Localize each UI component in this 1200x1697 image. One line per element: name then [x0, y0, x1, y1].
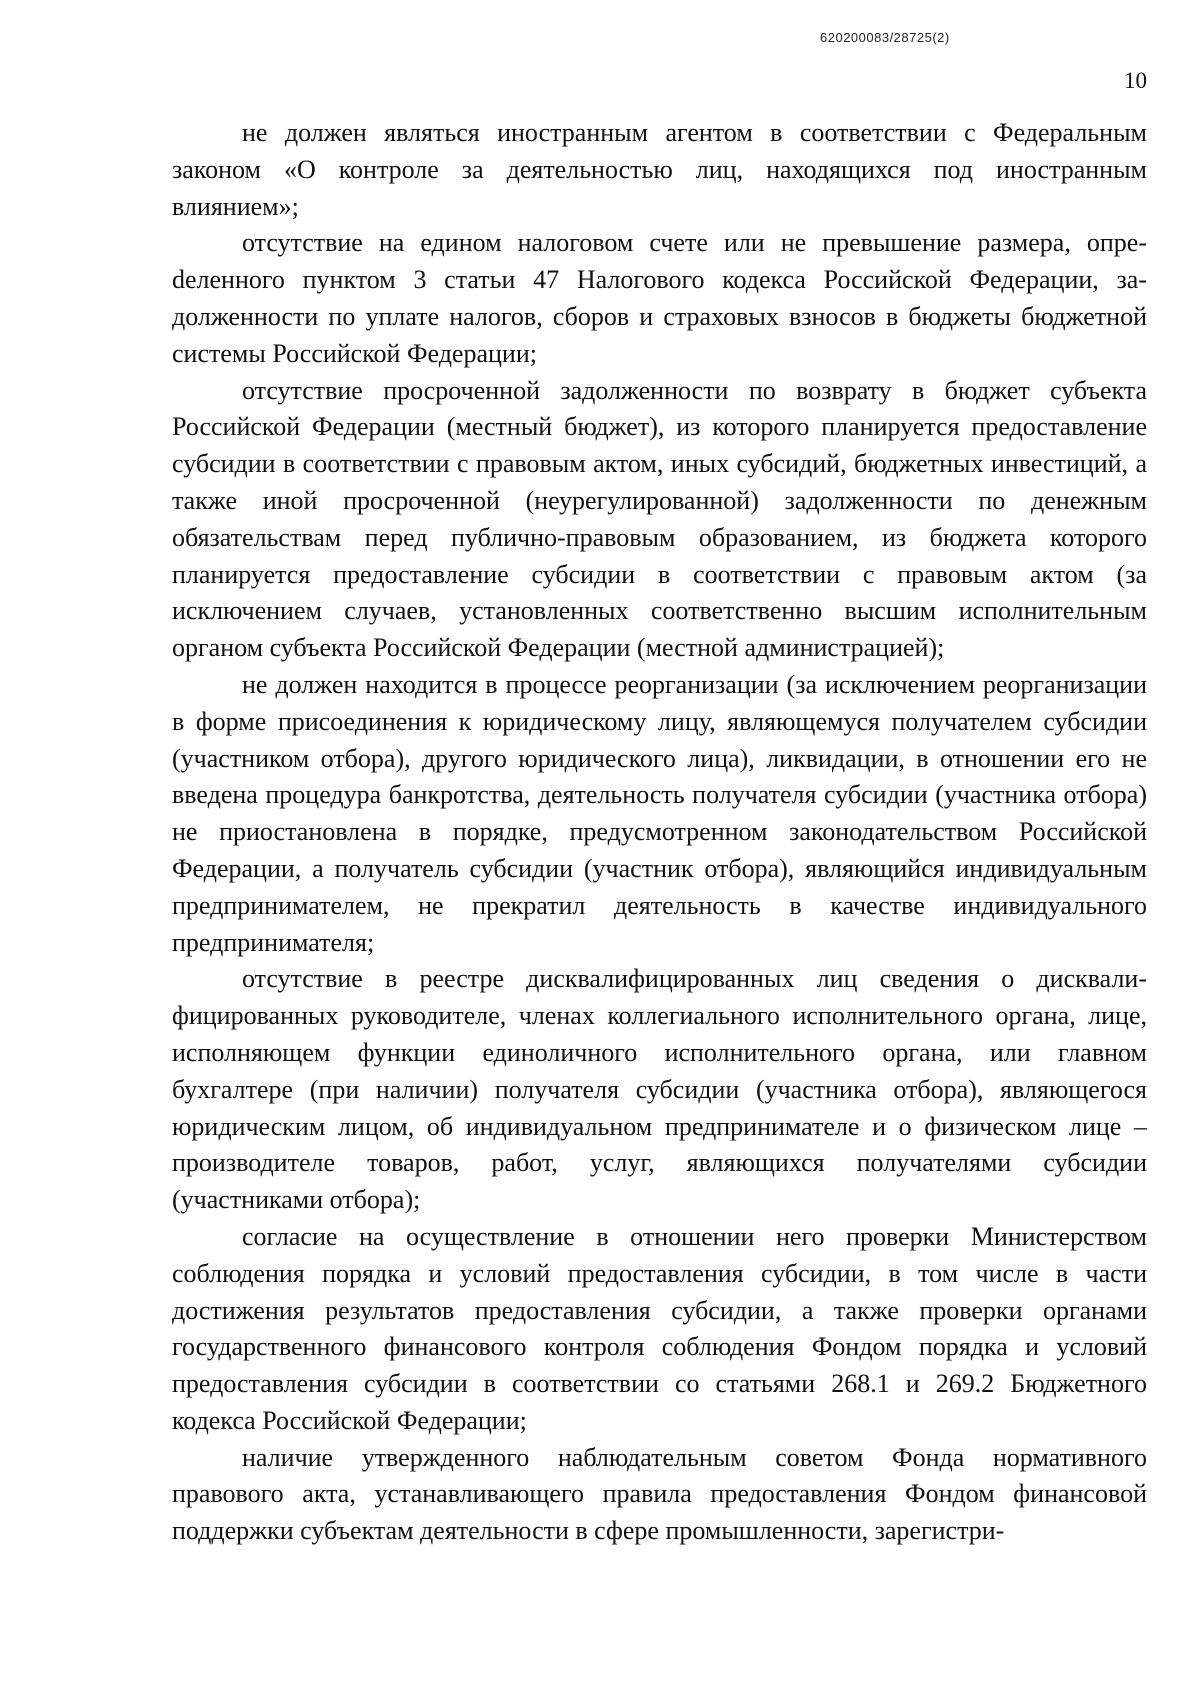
paragraph-disqualified-persons: отсутствие в реестре дисквалифицированных лиц сведения о дисквалифицированных руководителе, членах коллегиального исполнительного органа, лице, исполняющем функции единоличного исполнительного органа, или главном бухгалтере (при наличии) получателя субсидии (участника отбора), являющегося юридическим лицом, об индивидуальном предпринимателе и о физическом лице – производителе товаров, работ, услуг, являющихся получателями субсидии (участниками отбора);: [172, 964, 1147, 1215]
document-id: 620200083/28725(2): [820, 30, 950, 45]
paragraph-overdue-debt: отсутствие просроченной задолженности по возврату в бюджет субъекта Российской Федерации (местный бюджет), из которого планируется предоставление субсидии в соответствии с правовым актом, иных субсидий, бюджетных инвестиций, а также иной просроченной (неурегулированной) задолженности по денежным обязательствам перед публично-правовым образованием, из бюджета которого планируется предоставление субсидии в соответствии с правовым актом (за исключением случаев, установленных соответственно высшим исполнительным органом субъекта Российской Федерации (местной администрацией);: [172, 375, 1147, 663]
paragraph-consent-inspection: согласие на осуществление в отношении него проверки Министерством соблюдения порядка и условий предоставления субсидии, в том числе в части достижения результатов предоставления субсидии, а также проверки органами государственного финансового контроля соблюдения Фондом порядка и условий предоставления субсидии в соответствии со статьями 268.1 и 269.2 Бюджетного кодекса Российской Федерации;: [172, 1221, 1147, 1435]
paragraph-reorganization: не должен находится в процессе реорганизации (за исключением реорганизации в форме присоединения к юридическому лицу, являющемуся получателем субсидии (участником отбора), другого юридического лица), ликвидации, в отношении его не введена процедура банкротства, деятельность получателя субсидии (участника отбора) не приостановлена в порядке, предусмотренном законодательством Российской Федерации, а получатель субсидии (участник отбора), являющийся индивидуальным предпринимателем, не прекратил деятельность в качестве индивидуального предпринимателя;: [172, 669, 1147, 957]
document-body: [172, 115, 1147, 1550]
paragraph-legal-act: наличие утвержденного наблюдательным советом Фонда нормативного правового акта, устанавливающего правила предоставления Фондом финансовой поддержки субъектам деятельности в сфере промышленности, зарегистри-: [172, 1442, 1147, 1546]
page-number: 10: [1124, 68, 1147, 93]
paragraph-foreign-agent: не должен являться иностранным агентом в соответствии с Федеральным законом «О контроле за деятельностью лиц, находящихся под иностранным влиянием»;: [172, 118, 1147, 221]
paragraph-tax-debt: отсутствие на едином налоговом счете или не превышение размера, опреdеленного пунктом 3 статьи 47 Налогового кодекса Российской Федерации, задолженности по уплате налогов, сборов и страховых взносов в бюджеты бюджетной системы Российской Федерации;: [172, 228, 1147, 368]
